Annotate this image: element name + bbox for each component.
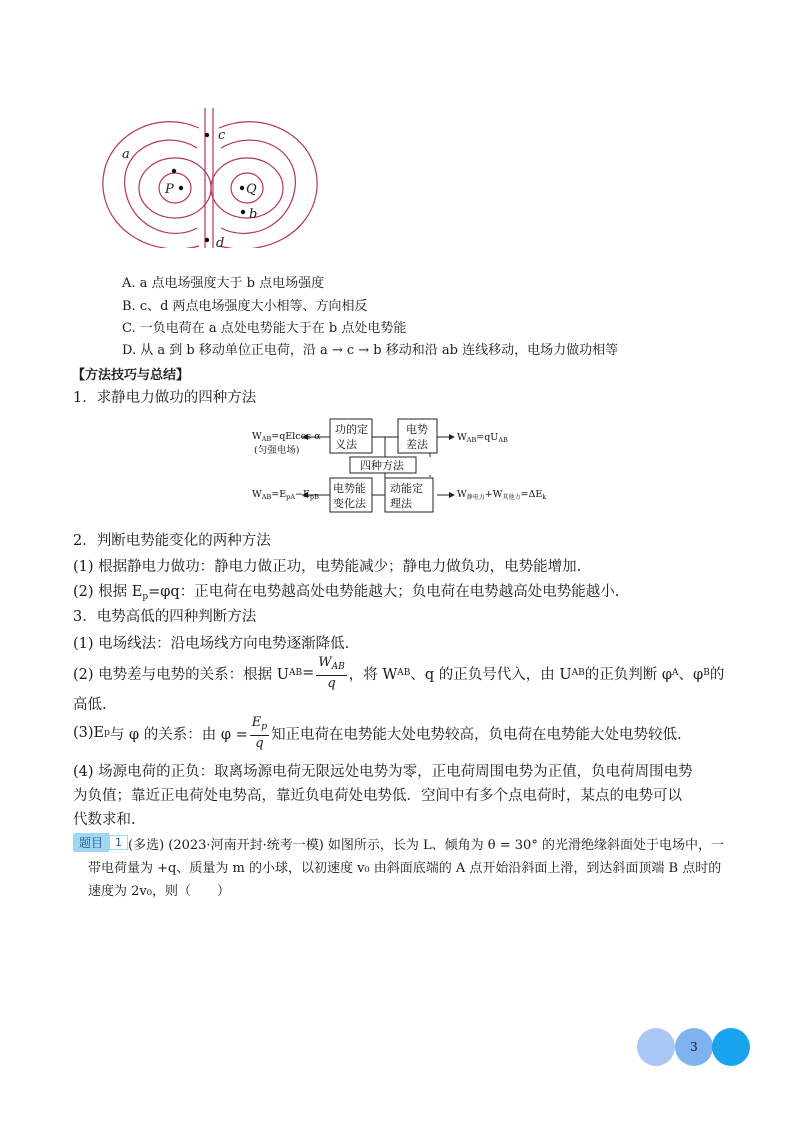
problem-tag	[73, 833, 128, 851]
box-center-label: 四种方法	[360, 459, 404, 472]
page-number: 3	[690, 1040, 698, 1054]
formula-energy-change: $W_{AB}=E_{pA}-E_{pB}$	[252, 489, 319, 501]
box-tl-line1: 功的定	[335, 423, 368, 436]
option-D: D. 从 a 到 b 移动单位正电荷，沿 a → c → b 移动和沿 ab 连线移动，电场力做功相等	[122, 343, 619, 358]
option-B: B. c、d 两点电场强度大小相等、方向相反	[122, 299, 368, 314]
box-br-line1: 动能定	[390, 482, 423, 495]
label-P: P	[165, 182, 174, 197]
option-A: A. a 点电场强度大于 b 点电场强度	[122, 276, 325, 291]
page-decor-circle-left	[637, 1028, 675, 1066]
section2-item1: (1) 根据静电力做功：静电力做正功，电势能减少；静电力做负功，电势能增加.	[73, 559, 582, 575]
problem-tag-number: 1	[109, 835, 128, 850]
problem-line3: 速度为 2v₀，则（ ）	[88, 884, 230, 899]
page-number-badge	[675, 1028, 713, 1066]
box-bl-line2: 变化法	[333, 497, 366, 510]
option-C: C. 一负电荷在 a 点处电势能大于在 b 点处电势能	[122, 321, 407, 336]
method-heading: 【方法技巧与总结】	[72, 368, 190, 383]
point-c-dot	[205, 133, 209, 137]
equipotential-left-1	[159, 173, 191, 203]
label-a: a	[122, 147, 130, 162]
formula-uniform-field-note: (匀强电场)	[254, 445, 300, 456]
formula-potential-difference: $W_{AB}=qU_{AB}$	[457, 432, 508, 444]
four-methods-mindmap	[250, 415, 560, 517]
label-d: d	[216, 236, 225, 248]
section3-item4-line1: (4) 场源电荷的正负：取离场源电荷无限远处电势为零，正电荷周围电势为正值，负电荷周围电势	[73, 764, 693, 780]
problem-tag-label: 题目	[73, 833, 109, 852]
label-Q: Q	[246, 182, 257, 197]
box-br-line2: 理法	[390, 497, 412, 510]
problem-line1: (多选) (2023·河南开封·统考一模) 如图所示，长为 L、倾角为 θ = 30° 的光滑绝缘斜面处于电场中，一	[128, 838, 724, 853]
point-a-dot	[172, 169, 176, 173]
section3-item3: (3)E p 与 φ 的关系：由 φ = $\frac{E_p}{q}$ 知正电荷在电势能大处电势较高，负电荷在电势能大处电势较低.	[73, 715, 682, 751]
section3-item4-line2: 为负值；靠近正电荷处电势高，靠近负电荷处电势低．空间中有多个点电荷时，某点的电势可以	[73, 788, 682, 804]
box-tr-line1: 电势	[406, 423, 428, 436]
equipotential-right-4	[219, 122, 317, 248]
charge-Q-dot	[240, 186, 244, 190]
fraction-Ep-over-q: $\frac{E_p}{q}$	[251, 715, 268, 751]
formula-work-energy: $W_{静电力}+W_{其他力}=\Delta E_k$	[457, 489, 547, 501]
section3-item1: (1) 电场线法：沿电场线方向电势逐渐降低.	[73, 636, 350, 652]
section3-item2-cont: 高低.	[73, 697, 107, 713]
label-b: b	[249, 207, 258, 222]
box-bl-line1: 电势能	[333, 482, 366, 495]
electric-field-figure	[95, 108, 325, 248]
equipotential-right-3	[221, 140, 295, 233]
fraction-W-over-q: $\frac{W_{AB}}{q}$	[318, 655, 345, 691]
page-decor-circle-right	[712, 1028, 750, 1066]
section1-title: 1．求静电力做功的四种方法	[73, 390, 257, 406]
section2-title: 2．判断电势能变化的两种方法	[73, 533, 271, 549]
equipotential-left-4	[103, 122, 199, 248]
problem-line2: 带电荷量为 +q、质量为 m 的小球，以初速度 v₀ 由斜面底端的 A 点开始沿斜面上滑，到达斜面顶端 B 点时的	[88, 861, 722, 876]
equipotential-left-3	[125, 140, 197, 233]
box-tl-line2: 义法	[335, 438, 357, 451]
charge-P-dot	[179, 186, 183, 190]
point-b-dot	[241, 210, 245, 214]
section3-item2: (2) 电势差与电势的关系：根据 U AB = $\frac{W_{AB}}{q}$ ，将 W AB 、q 的正负号代入，由 U AB 的正负判断 φ A 、φ B 的	[73, 655, 725, 691]
section2-item2: (2) 根据 $E_p=\varphi q$：正电荷在电势越高处电势能越大；负电荷在电势越高处电势能越小.	[73, 584, 620, 602]
point-d-dot	[205, 238, 209, 242]
box-tr-line2: 差法	[406, 438, 428, 451]
equipotential-left-2	[139, 158, 211, 218]
section3-item4-line3: 代数求和.	[73, 812, 136, 828]
section3-title: 3．电势高低的四种判断方法	[73, 609, 257, 625]
formula-definition: $W_{AB}=qElcos$ α	[252, 431, 321, 443]
label-c: c	[218, 128, 226, 143]
